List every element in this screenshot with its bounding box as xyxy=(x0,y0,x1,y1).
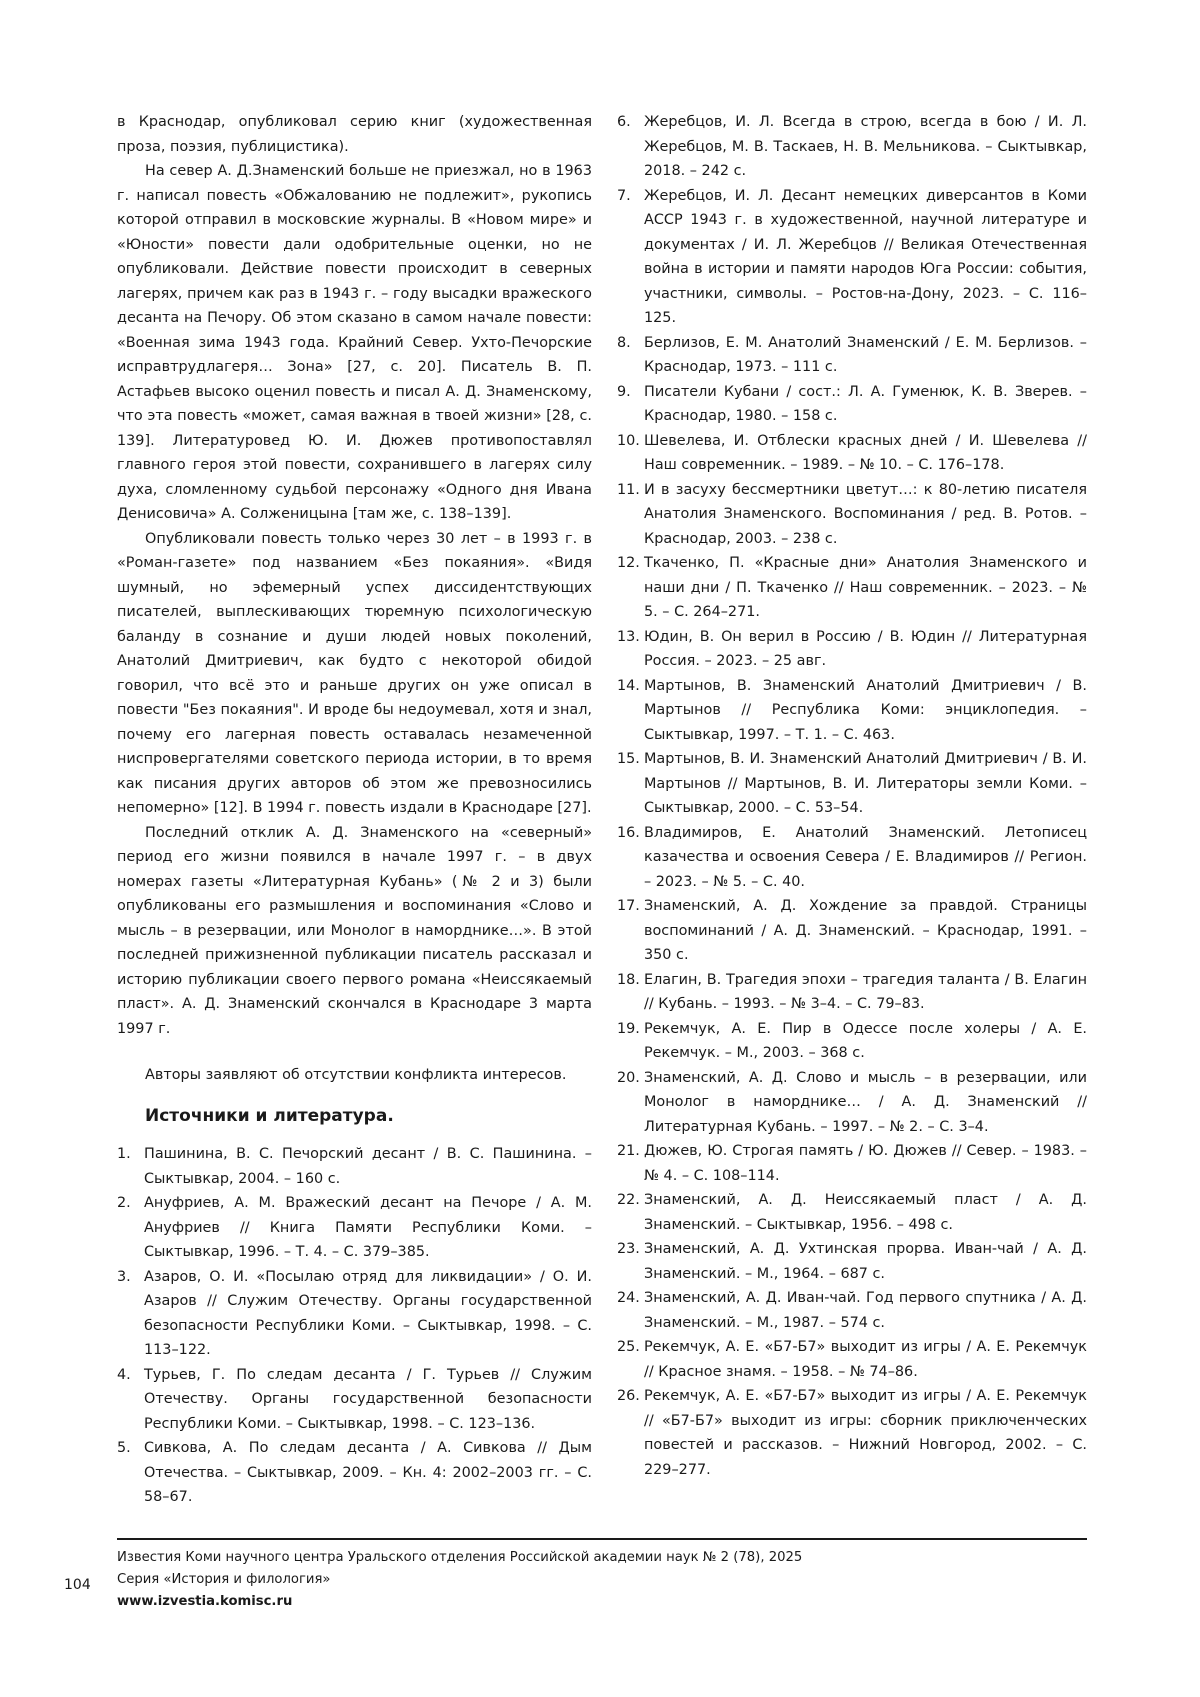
reference-number: 10. xyxy=(617,429,644,478)
reference-item xyxy=(117,1191,592,1265)
reference-text: Дюжев, Ю. Строгая память / Ю. Дюжев // Север. – 1983. – № 4. – С. 108–114. xyxy=(644,1139,1087,1188)
reference-item xyxy=(617,968,1087,1017)
reference-item xyxy=(617,1017,1087,1066)
reference-list-left xyxy=(117,1142,592,1510)
reference-number: 18. xyxy=(617,968,644,1017)
journal-footer xyxy=(117,1547,802,1613)
reference-text: Мартынов, В. И. Знаменский Анатолий Дмитриевич / В. И. Мартынов // Мартынов, В. И. Литераторы земли Коми. – Сыктывкар, 2000. – С. 53–54. xyxy=(644,747,1087,821)
reference-text: Жеребцов, И. Л. Всегда в строю, всегда в бою / И. Л. Жеребцов, М. В. Таскаев, Н. В. Мельникова. – Сыктывкар, 2018. – 242 с. xyxy=(644,110,1087,184)
reference-text: Ануфриев, А. М. Вражеский десант на Печоре / А. М. Ануфриев // Книга Памяти Республики Коми. – Сыктывкар, 1996. – Т. 4. – С. 379–385. xyxy=(144,1191,592,1265)
reference-item xyxy=(617,1384,1087,1482)
reference-number: 13. xyxy=(617,625,644,674)
reference-text: Рекемчук, А. Е. Пир в Одессе после холеры / А. Е. Рекемчук. – М., 2003. – 368 с. xyxy=(644,1017,1087,1066)
reference-number: 6. xyxy=(617,110,644,184)
reference-number: 26. xyxy=(617,1384,644,1482)
reference-text: Рекемчук, А. Е. «Б7-Б7» выходит из игры / А. Е. Рекемчук // «Б7-Б7» выходит из игры: сборник приключенческих повестей и рассказов. – Нижний Новгород, 2002. – С. 229–277. xyxy=(644,1384,1087,1482)
reference-item xyxy=(617,821,1087,895)
body-paragraph: Опубликовали повесть только через 30 лет – в 1993 г. в «Роман-газете» под названием «Без покаяния». «Видя шумный, но эфемерный успех диссидентствующих писателей, выплескивающих тюремную психологическую баланду в сознание и души людей новых поколений, Анатолий Дмитриевич, как будто с некоторой обидой говорил, что всё это и раньше других он уже описал в повести "Без покаяния". И вроде бы недоумевал, хотя и знал, почему его лагерная повесть оставалась незамеченной ниспровергателями советского периода истории, в то время как писания других авторов об этом же превозносились непомерно» [12]. В 1994 г. повесть издали в Краснодаре [27]. xyxy=(117,527,592,821)
reference-number: 15. xyxy=(617,747,644,821)
journal-title: Известия Коми научного центра Уральского отделения Российской академии наук № 2 (78), 2025 xyxy=(117,1547,802,1569)
journal-url-link[interactable]: www.izvestia.komisc.ru xyxy=(117,1591,802,1613)
reference-number: 12. xyxy=(617,551,644,625)
reference-text: Азаров, О. И. «Посылаю отряд для ликвидации» / О. И. Азаров // Служим Отечеству. Органы государственной безопасности Республики Коми. – Сыктывкар, 1998. – С. 113–122. xyxy=(144,1265,592,1363)
reference-text: Елагин, В. Трагедия эпохи – трагедия таланта / В. Елагин // Кубань. – 1993. – № 3–4. – С. 79–83. xyxy=(644,968,1087,1017)
page-number: 104 xyxy=(64,1577,91,1593)
reference-text: Знаменский, А. Д. Хождение за правдой. Страницы воспоминаний / А. Д. Знаменский. – Краснодар, 1991. – 350 с. xyxy=(644,894,1087,968)
reference-number: 4. xyxy=(117,1363,144,1437)
reference-item xyxy=(617,1335,1087,1384)
reference-number: 5. xyxy=(117,1436,144,1510)
reference-number: 9. xyxy=(617,380,644,429)
reference-number: 22. xyxy=(617,1188,644,1237)
conflict-of-interest-note: Авторы заявляют об отсутствии конфликта интересов. xyxy=(117,1063,592,1088)
reference-item xyxy=(617,674,1087,748)
reference-number: 24. xyxy=(617,1286,644,1335)
reference-number: 25. xyxy=(617,1335,644,1384)
reference-text: Пашинина, В. С. Печорский десант / В. С. Пашинина. – Сыктывкар, 2004. – 160 с. xyxy=(144,1142,592,1191)
reference-number: 2. xyxy=(117,1191,144,1265)
reference-number: 1. xyxy=(117,1142,144,1191)
body-paragraph: Последний отклик А. Д. Знаменского на «северный» период его жизни появился в начале 1997 г. – в двух номерах газеты «Литературная Кубань» (№ 2 и 3) были опубликованы его размышления и воспоминания «Слово и мысль – в резервации, или Монолог в наморднике…». В этой последней прижизненной публикации писатель рассказал и историю публикации своего первого романа «Неиссякаемый пласт». А. Д. Знаменский скончался в Краснодаре 3 марта 1997 г. xyxy=(117,821,592,1042)
reference-text: Знаменский, А. Д. Неиссякаемый пласт / А. Д. Знаменский. – Сыктывкар, 1956. – 498 с. xyxy=(644,1188,1087,1237)
reference-text: Знаменский, А. Д. Иван-чай. Год первого спутника / А. Д. Знаменский. – М., 1987. – 574 с. xyxy=(644,1286,1087,1335)
reference-number: 16. xyxy=(617,821,644,895)
reference-item xyxy=(617,1286,1087,1335)
footer-divider xyxy=(117,1538,1087,1540)
reference-item xyxy=(117,1363,592,1437)
reference-item xyxy=(617,747,1087,821)
reference-item xyxy=(617,551,1087,625)
reference-number: 8. xyxy=(617,331,644,380)
reference-text: Владимиров, Е. Анатолий Знаменский. Летописец казачества и освоения Севера / Е. Владимиров // Регион. – 2023. – № 5. – С. 40. xyxy=(644,821,1087,895)
reference-item xyxy=(617,1188,1087,1237)
reference-number: 21. xyxy=(617,1139,644,1188)
reference-text: Рекемчук, А. Е. «Б7-Б7» выходит из игры / А. Е. Рекемчук // Красное знамя. – 1958. – № 74–86. xyxy=(644,1335,1087,1384)
reference-number: 11. xyxy=(617,478,644,552)
reference-item xyxy=(617,1237,1087,1286)
reference-text: И в засуху бессмертники цветут…: к 80-летию писателя Анатолия Знаменского. Воспоминания / ред. В. Ротов. – Краснодар, 2003. – 238 с. xyxy=(644,478,1087,552)
reference-text: Жеребцов, И. Л. Десант немецких диверсантов в Коми АССР 1943 г. в художественной, научной литературе и документах / И. Л. Жеребцов // Великая Отечественная война в истории и памяти народов Юга России: события, участники, символы. – Ростов-на-Дону, 2023. – С. 116–125. xyxy=(644,184,1087,331)
reference-item xyxy=(617,331,1087,380)
reference-item xyxy=(617,184,1087,331)
reference-item xyxy=(117,1436,592,1510)
left-column xyxy=(117,110,592,1510)
reference-text: Знаменский, А. Д. Ухтинская прорва. Иван-чай / А. Д. Знаменский. – М., 1964. – 687 с. xyxy=(644,1237,1087,1286)
journal-series: Серия «История и филология» xyxy=(117,1569,802,1591)
reference-item xyxy=(617,1066,1087,1140)
reference-item xyxy=(117,1265,592,1363)
reference-item xyxy=(617,429,1087,478)
reference-text: Турьев, Г. По следам десанта / Г. Турьев // Служим Отечеству. Органы государственной безопасности Республики Коми. – Сыктывкар, 1998. – С. 123–136. xyxy=(144,1363,592,1437)
reference-text: Ткаченко, П. «Красные дни» Анатолия Знаменского и наши дни / П. Ткаченко // Наш современник. – 2023. – № 5. – С. 264–271. xyxy=(644,551,1087,625)
reference-number: 19. xyxy=(617,1017,644,1066)
reference-number: 17. xyxy=(617,894,644,968)
reference-text: Юдин, В. Он верил в Россию / В. Юдин // Литературная Россия. – 2023. – 25 авг. xyxy=(644,625,1087,674)
reference-item xyxy=(617,894,1087,968)
right-column xyxy=(617,110,1087,1482)
reference-text: Мартынов, В. Знаменский Анатолий Дмитриевич / В. Мартынов // Республика Коми: энциклопедия. – Сыктывкар, 1997. – Т. 1. – С. 463. xyxy=(644,674,1087,748)
reference-text: Шевелева, И. Отблески красных дней / И. Шевелева // Наш современник. – 1989. – № 10. – С. 176–178. xyxy=(644,429,1087,478)
reference-text: Знаменский, А. Д. Слово и мысль – в резервации, или Монолог в наморднике… / А. Д. Знаменский // Литературная Кубань. – 1997. – № 2. – С. 3–4. xyxy=(644,1066,1087,1140)
reference-text: Берлизов, Е. М. Анатолий Знаменский / Е. М. Берлизов. – Краснодар, 1973. – 111 с. xyxy=(644,331,1087,380)
reference-item xyxy=(617,110,1087,184)
reference-item xyxy=(617,1139,1087,1188)
sources-heading: Источники и литература. xyxy=(145,1104,592,1129)
reference-item xyxy=(617,380,1087,429)
reference-text: Сивкова, А. По следам десанта / А. Сивкова // Дым Отечества. – Сыктывкар, 2009. – Кн. 4: 2002–2003 гг. – С. 58–67. xyxy=(144,1436,592,1510)
reference-item xyxy=(617,478,1087,552)
reference-text: Писатели Кубани / сост.: Л. А. Гуменюк, К. В. Зверев. – Краснодар, 1980. – 158 с. xyxy=(644,380,1087,429)
reference-number: 7. xyxy=(617,184,644,331)
reference-item xyxy=(117,1142,592,1191)
reference-number: 3. xyxy=(117,1265,144,1363)
reference-list-right xyxy=(617,110,1087,1482)
reference-number: 14. xyxy=(617,674,644,748)
body-paragraph: в Краснодар, опубликовал серию книг (художественная проза, поэзия, публицистика). xyxy=(117,110,592,159)
reference-number: 20. xyxy=(617,1066,644,1140)
reference-number: 23. xyxy=(617,1237,644,1286)
reference-item xyxy=(617,625,1087,674)
body-paragraph: На север А. Д.Знаменский больше не приезжал, но в 1963 г. написал повесть «Обжалованию не подлежит», рукопись которой отправил в московские журналы. В «Новом мире» и «Юности» повести дали одобрительные оценки, но не опубликовали. Действие повести происходит в северных лагерях, причем как раз в 1943 г. – году высадки вражеского десанта на Печору. Об этом сказано в самом начале повести: «Военная зима 1943 года. Крайний Север. Ухто-Печорские исправтрудлагеря… Зона» [27, с. 20]. Писатель В. П. Астафьев высоко оценил повесть и писал А. Д. Знаменскому, что эта повесть «может, самая важная в твоей жизни» [28, с. 139]. Литературовед Ю. И. Дюжев противопоставлял главного героя этой повести, сохранившего в лагерях силу духа, сломленному судьбой персонажу «Одного дня Ивана Денисовича» А. Солженицына [там же, с. 138–139]. xyxy=(117,159,592,527)
